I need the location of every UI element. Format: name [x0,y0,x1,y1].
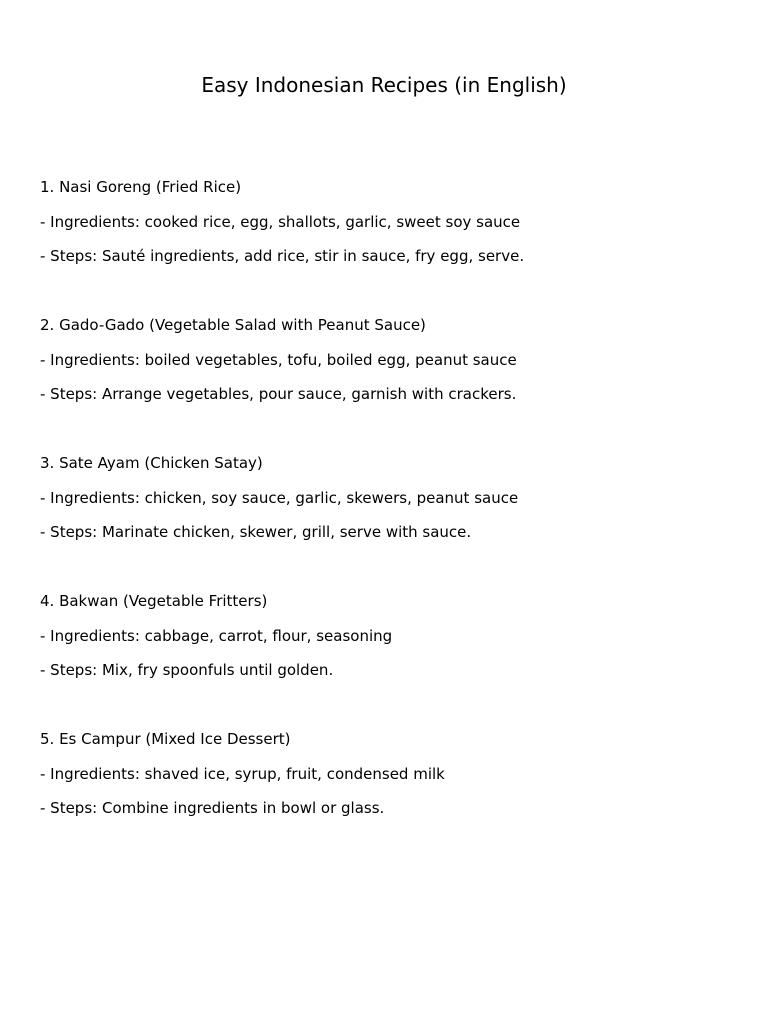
recipe-sate-ayam [40,453,740,557]
recipe-nasi-goreng [40,177,740,281]
recipe-heading: 2. Gado-Gado (Vegetable Salad with Peanut Sauce) [40,316,426,334]
recipe-bakwan [40,591,740,695]
recipe-heading: 1. Nasi Goreng (Fried Rice) [40,178,242,196]
recipe-heading: 5. Es Campur (Mixed Ice Dessert) [40,730,291,748]
recipe-steps: - Steps: Mix, fry spoonfuls until golden. [40,661,334,679]
recipe-ingredients: - Ingredients: shaved ice, syrup, fruit, condensed milk [40,764,445,783]
recipe-heading: 4. Bakwan (Vegetable Fritters) [40,592,268,610]
recipe-steps: - Steps: Arrange vegetables, pour sauce, garnish with crackers. [40,385,517,403]
recipe-ingredients: - Ingredients: chicken, soy sauce, garlic, skewers, peanut sauce [40,488,519,507]
recipe-es-campur [40,729,740,833]
recipe-ingredients: - Ingredients: boiled vegetables, tofu, boiled egg, peanut sauce [40,350,517,369]
recipe-steps: - Steps: Marinate chicken, skewer, grill, serve with sauce. [40,523,472,541]
recipe-heading: 3. Sate Ayam (Chicken Satay) [40,454,263,472]
recipe-gado-gado [40,315,740,419]
recipe-ingredients: - Ingredients: cooked rice, egg, shallots, garlic, sweet soy sauce [40,212,521,231]
recipe-steps: - Steps: Sauté ingredients, add rice, stir in sauce, fry egg, serve. [40,247,525,265]
document-title: Easy Indonesian Recipes (in English) [201,73,567,97]
recipe-ingredients: - Ingredients: cabbage, carrot, flour, seasoning [40,626,393,645]
recipe-steps: - Steps: Combine ingredients in bowl or glass. [40,799,385,817]
